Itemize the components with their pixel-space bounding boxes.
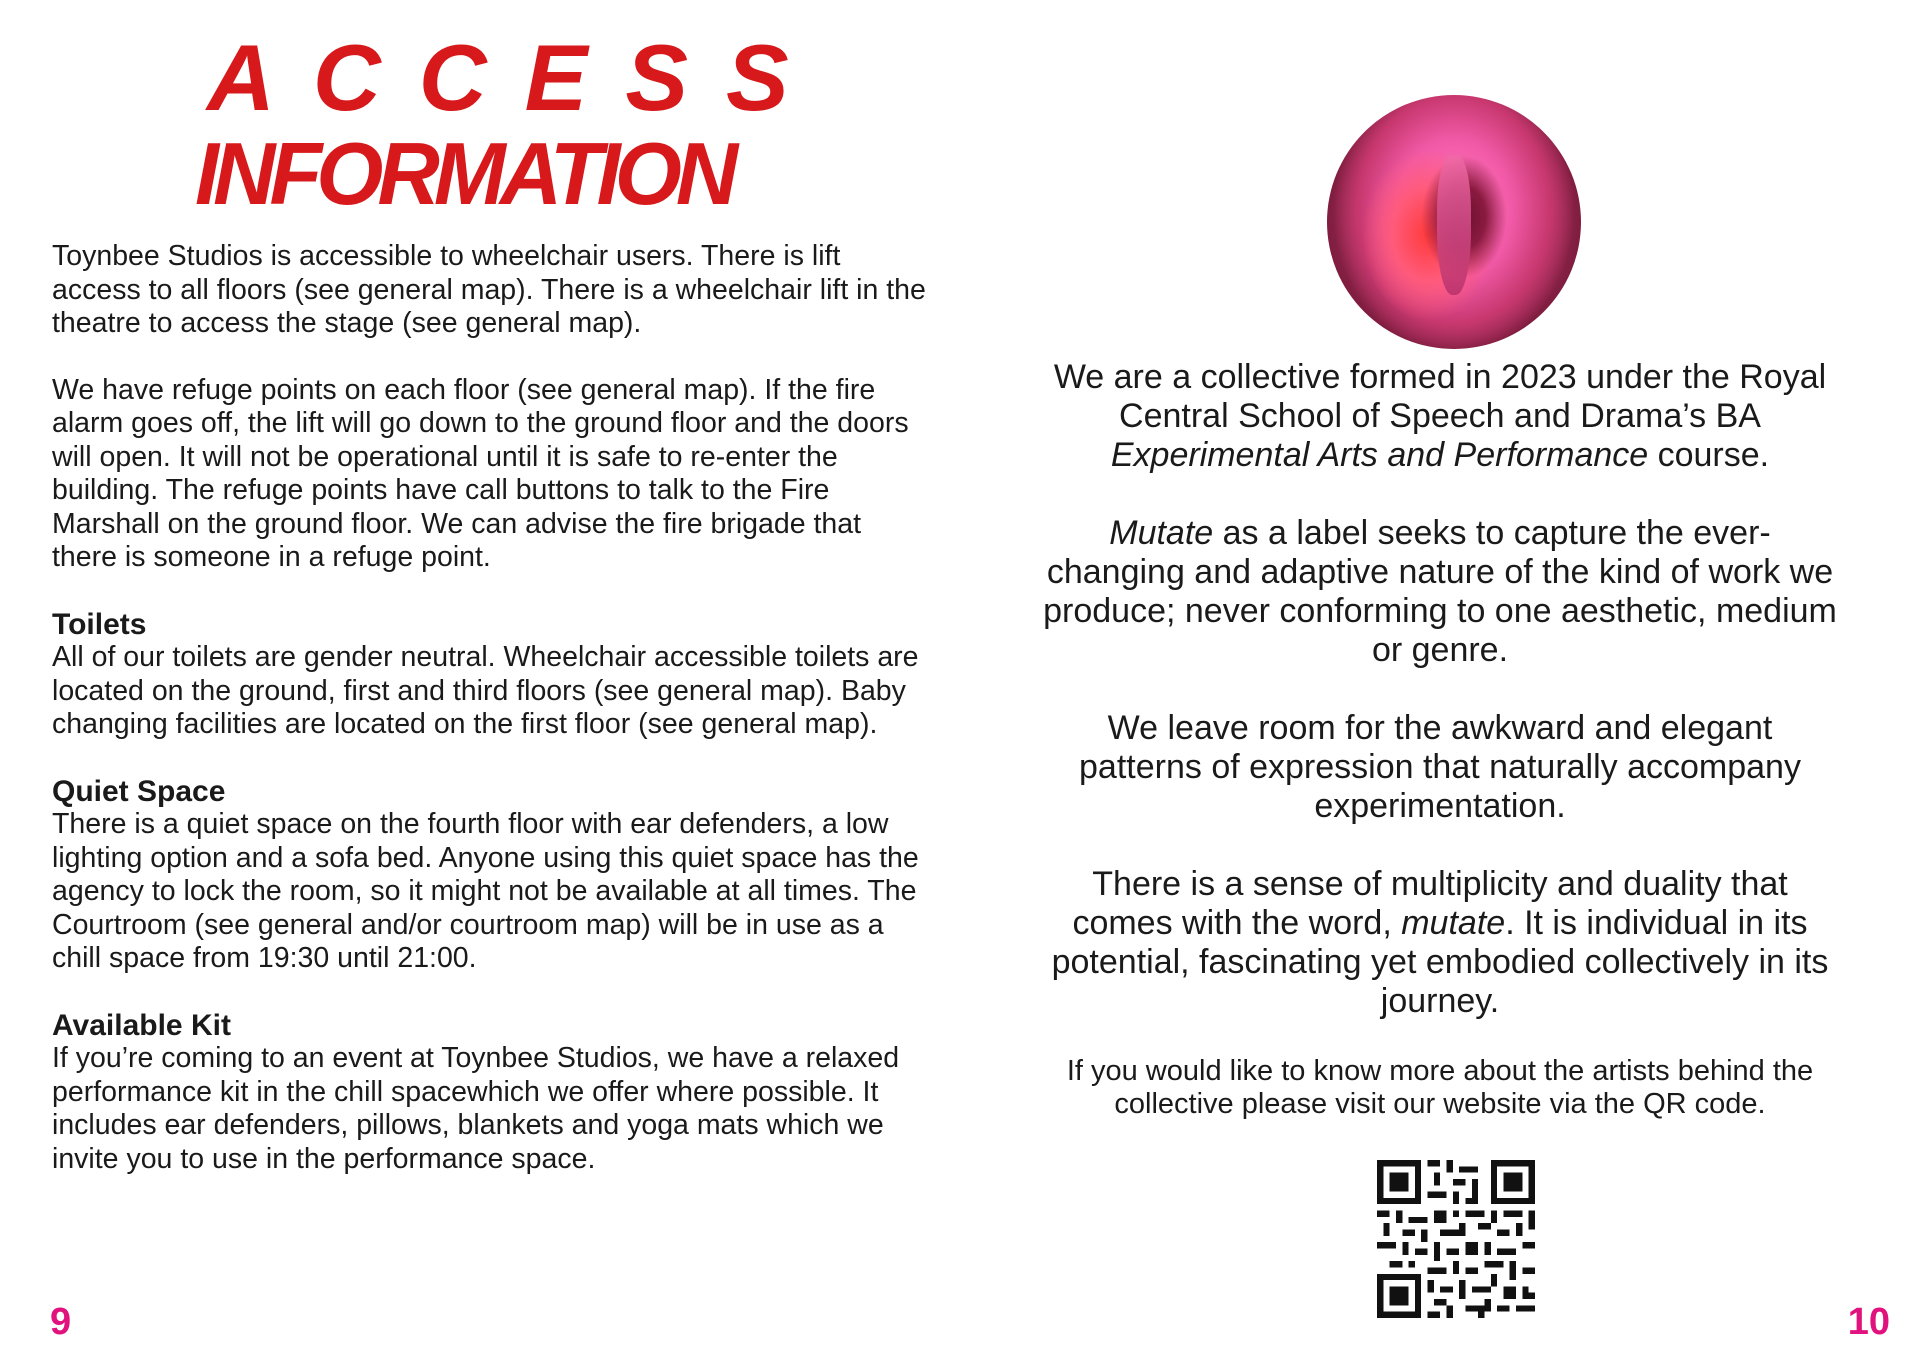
intro-paragraph-refuge: We have refuge points on each floor (see general map). If the fire alarm goes off, the lift will go down to the ground floor and the doors will open. It will not be operational until it is safe to re-enter the building. The refuge points have call buttons to talk to the Fire Marshall on the ground floor. We can advise the fire brigade that there is someone in a refuge point. xyxy=(52,373,909,573)
right-page xyxy=(960,0,1920,1362)
title-line-access: ACCESS xyxy=(207,25,827,130)
section-text-toilets: All of our toilets are gender neutral. Wheelchair accessible toilets are located on the ground, first and third floors (see general map). Baby changing facilities are located on the first floor (see general map). xyxy=(52,641,919,740)
statement-paragraph-formed: We are a collective formed in 2023 under the Royal Central School of Speech and Drama’s BA Experimental Arts and Performance course. xyxy=(1053,358,1827,474)
qr-code-icon[interactable] xyxy=(1377,1160,1535,1318)
page-number-right: 10 xyxy=(1847,1301,1890,1343)
section-heading-available-kit: Available Kit xyxy=(52,1008,231,1042)
section-text-available-kit: If you’re coming to an event at Toynbee Studios, we have a relaxed performance kit in the chill spacewhich we offer where possible. It includes ear defenders, pillows, blankets and yoga mats which we invite you to use in the performance space. xyxy=(52,1042,900,1175)
website-note: If you would like to know more about the artists behind the collective please visit our website via the QR code. xyxy=(1066,1055,1814,1120)
title-line-information: INFORMATION xyxy=(195,124,733,223)
section-heading-toilets: Toilets xyxy=(52,607,147,641)
mutate-logo-icon xyxy=(1327,95,1581,349)
section-heading-quiet-space: Quiet Space xyxy=(52,774,226,808)
page-number-left: 9 xyxy=(50,1301,72,1343)
access-body xyxy=(52,240,932,1176)
statement-paragraph-room: We leave room for the awkward and elegant patterns of expression that naturally accompany experimentation. xyxy=(1079,709,1801,825)
statement-paragraph-label: Mutate as a label seeks to capture the ever-changing and adaptive nature of the kind of work we produce; never conforming to one aesthetic, medium or genre. xyxy=(1043,514,1837,669)
section-text-quiet-space: There is a quiet space on the fourth floor with ear defenders, a low lighting option and a sofa bed. Anyone using this quiet space has the agency to lock the room, so it might not be available at all times. The Courtroom (see general and/or courtroom map) will be in use as a chill space from 19:30 until 21:00. xyxy=(52,808,919,974)
intro-paragraph-wheelchair: Toynbee Studios is accessible to wheelchair users. There is lift access to all floors (see general map). There is a wheelchair lift in the theatre to access the stage (see general map). xyxy=(52,240,926,339)
page-title xyxy=(195,25,827,223)
collective-statement xyxy=(1042,358,1838,1021)
statement-paragraph-multiplicity: There is a sense of multiplicity and duality that comes with the word, mutate. It is individual in its potential, fascinating yet embodied collectively in its journey. xyxy=(1051,865,1829,1020)
